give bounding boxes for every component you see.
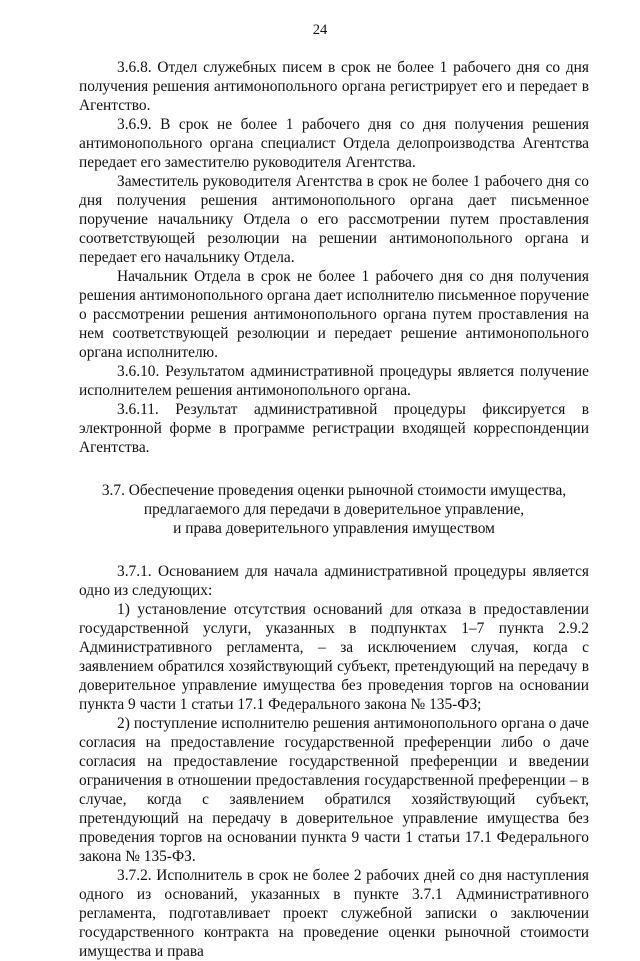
paragraph-3-6-10: 3.6.10. Результатом административной процедуры является получение исполнителем решения антимонопольного органа. bbox=[79, 363, 589, 399]
list-item-1: 1) установление отсутствия оснований для отказа в предоставлении государственной услуги, указанных в подпунктах 1–7 пункта 2.9.2 Административного регламента, – за исключением случая, когда с заявлением обратился хозяйствующий субъект, претендующий на передачу в доверительное управление имущества без проведения торгов на основании пункта 9 части 1 статьи 17.1 Федерального закона № 135-ФЗ; bbox=[79, 601, 589, 713]
section-title-3-7: 3.7. Обеспечение проведения оценки рыночной стоимости имущества, предлагаемого для передачи в доверительное управление, и права доверительного управления имуществом bbox=[101, 482, 567, 537]
paragraph-3-6-8: 3.6.8. Отдел служебных писем в срок не более 1 рабочего дня со дня получения решения антимонопольного органа регистрирует его и передает в Агентство. bbox=[79, 59, 589, 114]
paragraph-3-6-11: 3.6.11. Результат административной процедуры фиксируется в электронной форме в программе регистрации входящей корреспонденции Агентства. bbox=[79, 401, 589, 456]
paragraph-3-7-2: 3.7.2. Исполнитель в срок не более 2 рабочих дней со дня наступления одного из оснований, указанных в пункте 3.7.1 Административного регламента, подготавливает проект служебной записки о заключении государственного контракта на проведение оценки рыночной стоимости имущества и права bbox=[79, 867, 589, 960]
paragraph-3-6-9: 3.6.9. В срок не более 1 рабочего дня со дня получения решения антимонопольного органа специалист Отдела делопроизводства Агентства передает его заместителю руководителя Агентства. bbox=[79, 116, 589, 171]
paragraph-department-head: Начальник Отдела в срок не более 1 рабочего дня со дня получения решения антимонопольного органа дает исполнителю письменное поручение о рассмотрении решения антимонопольного органа путем проставления на нем соответствующей резолюции и передает решение антимонопольного органа исполнителю. bbox=[79, 268, 589, 361]
paragraph-deputy-head: Заместитель руководителя Агентства в срок не более 1 рабочего дня со дня получения решения антимонопольного органа дает письменное поручение начальнику Отдела о его рассмотрении путем проставления соответствующей резолюции на решении антимонопольного органа и передает его начальнику Отдела. bbox=[79, 173, 589, 266]
list-item-2: 2) поступление исполнителю решения антимонопольного органа о даче согласия на предоставление государственной преференции либо о даче согласия на предоставление государственной преференции и введении ограничения в отношении предоставления государственной преференции – в случае, когда с заявлением обратился хозяйствующий субъект, претендующий на передачу в доверительное управление имущества без проведения торгов на основании пункта 9 части 1 статьи 17.1 Федерального закона № 135-ФЗ. bbox=[79, 715, 589, 865]
document-body bbox=[79, 58, 589, 961]
page-number: 24 bbox=[312, 22, 328, 38]
paragraph-3-7-1: 3.7.1. Основанием для начала административной процедуры является одно из следующих: bbox=[79, 563, 589, 599]
